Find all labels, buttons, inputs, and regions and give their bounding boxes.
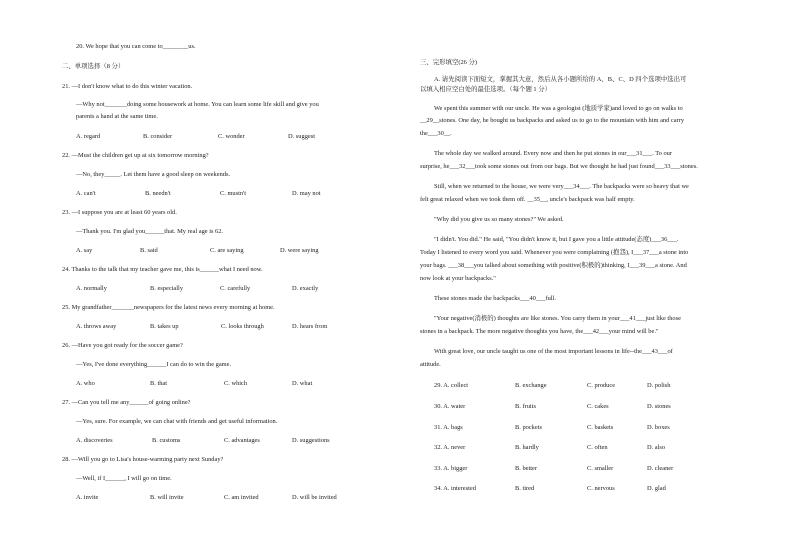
instructions-line: 以填入相应空白处的最佳选项。（每个题 1 分） (420, 86, 552, 93)
option[interactable]: A. regard (76, 133, 101, 140)
choice[interactable]: D. glad (647, 485, 666, 492)
section-2-title: 二、单项选择（8 分） (62, 63, 125, 70)
option[interactable]: C. advantages (224, 437, 260, 444)
choice[interactable]: C. cakes (587, 403, 609, 410)
choice[interactable]: C. often (587, 444, 608, 451)
question-24-stem: 24. Thanks to the talk that my teacher gave me, this is______what I need now. (62, 266, 263, 273)
option[interactable]: D. exactly (292, 285, 319, 292)
option[interactable]: B. needn't (145, 190, 171, 197)
choice[interactable]: B. tired (515, 485, 535, 492)
choice[interactable]: D. polish (647, 382, 671, 389)
option[interactable]: C. wonder (218, 133, 245, 140)
option[interactable]: C. am invited (224, 494, 259, 501)
choice[interactable]: C. nervous (587, 485, 615, 492)
option[interactable]: B. consider (143, 133, 173, 140)
option[interactable]: A. can't (76, 190, 96, 197)
option[interactable]: C. mustn't (220, 190, 247, 197)
question-25-stem: 25. My grandfather_______newspapers for the latest news every morning at home. (62, 304, 275, 311)
choice[interactable]: 33. A. bigger (434, 465, 468, 472)
option[interactable]: D. may not (292, 190, 321, 197)
question-21-stem: 21. —I don't know what to do this winter vacation. (62, 83, 193, 90)
option[interactable]: D. what (292, 380, 313, 387)
option[interactable]: C. which (224, 380, 248, 387)
option[interactable]: A. invite (76, 494, 99, 501)
option[interactable]: B. customs (152, 437, 181, 444)
option[interactable]: C. looks through (221, 323, 264, 330)
option[interactable]: D. suggest (288, 133, 315, 140)
option[interactable]: D. will be invited (292, 494, 337, 501)
option[interactable]: D. hears from (292, 323, 328, 330)
question-27-line: —Yes, sure. For example, we can chat with friends and get useful information. (76, 418, 278, 425)
choice[interactable]: D. cleaner (647, 465, 674, 472)
choice[interactable]: 32. A. never (434, 444, 466, 451)
passage-line: The whole day we walked around. Every now and then he put stones in our___31___. To our (434, 150, 672, 157)
passage-line: the___30__. (420, 130, 452, 137)
question-22-stem: 22. —Must the children get up at six tomorrow morning? (62, 152, 209, 159)
passage-line: stones in a backpack. The more negative thoughts you have, the___42___your mind will be." (420, 328, 659, 335)
question-28-line: —Well, if I______, I will go on time. (76, 475, 172, 482)
choice[interactable]: B. exchange (515, 382, 547, 389)
option[interactable]: C. are saying (210, 247, 244, 254)
option[interactable]: A. throws away (76, 323, 117, 330)
passage-line: now look at your backpacks." (420, 275, 496, 282)
option[interactable]: B. that (150, 380, 168, 387)
instructions-line: A. 请先阅读下面短文，掌握其大意，然后从各小题所给的 A、B、C、D 四个选项中选出可 (434, 76, 687, 83)
passage-line: __29__stones. One day, he bought us backpacks and asked us to go to the mountain with him and carry (420, 117, 685, 124)
question-26-line: —Yes, I've done everything______I can do to win the game. (76, 361, 232, 368)
choice[interactable]: B. fruits (515, 403, 536, 410)
choice[interactable]: B. pockets (515, 424, 542, 431)
passage-line: felt great relaxed when we took them off. __35__, uncle's backpack was half empty. (420, 196, 635, 203)
choice[interactable]: 29. A. collect (434, 382, 469, 389)
option[interactable]: A. discoveries (76, 437, 113, 444)
section-3-title: 三、完形填空(26 分) (420, 59, 477, 66)
choice[interactable]: D. boxes (647, 424, 670, 431)
option[interactable]: D. were saying (280, 247, 319, 254)
option[interactable]: C. carefully (220, 285, 251, 292)
option[interactable]: B. said (140, 247, 158, 254)
passage-line: Still, when we returned to the house, we were very___34___. The backpacks were so heavy that we (434, 183, 689, 190)
option[interactable]: B. especially (150, 285, 184, 292)
option[interactable]: B. takes up (150, 323, 179, 330)
passage-line: surprise, he___32___took some stones out from our bags. But we thought he had just found___33___stones. (420, 163, 698, 170)
option[interactable]: B. will invite (150, 494, 184, 501)
option[interactable]: D. suggestions (292, 437, 330, 444)
choice[interactable]: 34. A. interested (434, 485, 476, 492)
passage-line: These stones made the backpacks___40___full. (434, 295, 556, 302)
passage-line: "Your negative(消极的) thoughts are like stones. You carry them in your___41___just like those (434, 315, 681, 322)
question-22-line: —No, they_____. Let them have a good sleep on weekends. (76, 171, 231, 178)
choice[interactable]: D. stones (647, 403, 671, 410)
passage-line: "I didn't. You did." He said, "You didn't know it, but I gave you a little attitude(态度)___36___. (434, 236, 679, 243)
option[interactable]: A. who (76, 380, 95, 387)
passage-line: your bags. ___38___you talked about something with positive(积极的)thinking, I___39___a stone. And (420, 262, 687, 269)
passage-line: "Why did you give us so many stones?" We asked. (434, 216, 564, 223)
choice[interactable]: B. better (515, 465, 538, 472)
choice[interactable]: C. produce (587, 382, 616, 389)
passage-line: We spent this summer with our uncle. He was a geologist (地质学家)and loved to go on walks to (434, 105, 683, 112)
question-23-line: —Thank you. I'm glad you______that. My real age is 62. (76, 228, 224, 235)
option[interactable]: A. say (76, 247, 93, 254)
question-28-stem: 28. —Will you go to Lisa's house-warming party next Sunday? (62, 456, 224, 463)
question-23-stem: 23. —I suppose you are at least 60 years old. (62, 209, 177, 216)
choice[interactable]: 31. A. bags (434, 424, 463, 431)
choice[interactable]: B. hardly (515, 444, 539, 451)
passage-line: attitude. (420, 361, 441, 368)
passage-line: With great love, our uncle taught us one of the most important lessons in life--the___43___of (434, 348, 673, 355)
question-20: 20. We hope that you can come to________us. (76, 43, 196, 50)
passage-line: Today I listened to every word you said. Whenever you were complaining (抱怨), I___37___a stone into (420, 249, 689, 256)
choice[interactable]: C. baskets (587, 424, 614, 431)
choice[interactable]: C. smaller (587, 465, 614, 472)
choice[interactable]: 30. A. water (434, 403, 466, 410)
question-21-line: —Why not_______doing some housework at home. You can learn some life skill and give you (76, 101, 319, 108)
question-26-stem: 26. —Have you got ready for the soccer game? (62, 342, 183, 349)
question-21-line: parents a hand at the same time. (76, 113, 158, 120)
question-27-stem: 27. —Can you tell me any______of going online? (62, 399, 191, 406)
choice[interactable]: D. also (647, 444, 666, 451)
option[interactable]: A. normally (76, 285, 107, 292)
